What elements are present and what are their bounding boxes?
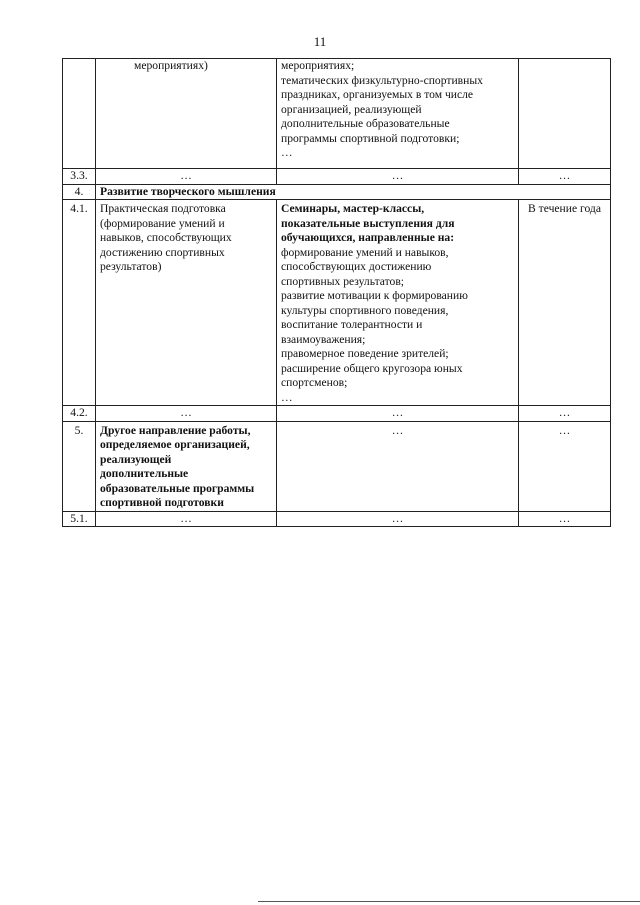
content-line: способствующих достижению bbox=[281, 260, 432, 273]
content-line: мероприятиях; bbox=[281, 59, 355, 72]
cell-content: … bbox=[277, 511, 519, 527]
cell-num bbox=[63, 59, 96, 169]
cell-name: … bbox=[96, 169, 277, 185]
content-line: программы спортивной подготовки; bbox=[281, 131, 460, 145]
name-line: реализующей bbox=[100, 452, 172, 466]
content-line: взаимоуважения; bbox=[281, 332, 366, 346]
content-line: расширение общего кругозора юных bbox=[281, 361, 463, 375]
content-line: спортсменов; bbox=[281, 376, 348, 389]
cell-num: 3.3. bbox=[63, 169, 96, 185]
table-row-4-2 bbox=[63, 406, 611, 422]
cell-name bbox=[96, 200, 277, 406]
cell-content: … bbox=[277, 169, 519, 185]
cell-name bbox=[96, 59, 277, 169]
content-line: организацией, реализующей bbox=[281, 102, 422, 116]
content-heading-line: показательные выступления для bbox=[281, 216, 455, 230]
name-line: результатов) bbox=[100, 260, 162, 273]
content-line: тематических физкультурно-спортивных bbox=[281, 73, 483, 87]
content-line: спортивных результатов; bbox=[281, 274, 405, 288]
name-line: (формирование умений и bbox=[100, 216, 225, 230]
cell-num: 5. bbox=[63, 421, 96, 511]
name-line: дополнительные bbox=[100, 467, 189, 480]
content-heading-line: Семинары, мастер-классы, bbox=[281, 202, 425, 215]
cell-num: 4.2. bbox=[63, 406, 96, 422]
cell-content bbox=[277, 59, 519, 169]
content-line: дополнительные образовательные bbox=[281, 117, 450, 130]
cell-timing: В течение года bbox=[519, 200, 611, 406]
table-row-continued bbox=[63, 59, 611, 169]
cell-timing: … bbox=[519, 511, 611, 527]
section-heading: Развитие творческого мышления bbox=[96, 184, 611, 200]
cell-name bbox=[96, 421, 277, 511]
table-row-5-1 bbox=[63, 511, 611, 527]
name-line: определяемое организацией, bbox=[100, 438, 250, 451]
cell-timing: … bbox=[519, 406, 611, 422]
content-line: … bbox=[281, 146, 293, 159]
events-table bbox=[62, 58, 611, 527]
table-row-4 bbox=[63, 184, 611, 200]
page-number: 11 bbox=[313, 34, 327, 49]
content-line: праздниках, организуемых в том числе bbox=[281, 88, 474, 101]
cell-timing bbox=[519, 59, 611, 169]
table-row-5 bbox=[63, 421, 611, 511]
table-row-4-1 bbox=[63, 200, 611, 406]
cell-timing: … bbox=[519, 169, 611, 185]
content-line: правомерное поведение зрителей; bbox=[281, 347, 449, 360]
cell-num: 5.1. bbox=[63, 511, 96, 527]
cell-num: 4. bbox=[63, 184, 96, 200]
content-heading-line: обучающихся, направленные на: bbox=[281, 231, 455, 244]
content-line: культуры спортивного поведения, bbox=[281, 303, 449, 317]
name-line: спортивной подготовки bbox=[100, 496, 224, 509]
name-line: образовательные программы bbox=[100, 481, 255, 495]
table-row-3-3 bbox=[63, 169, 611, 185]
name-line: Практическая подготовка bbox=[100, 202, 226, 215]
cell-num: 4.1. bbox=[63, 200, 96, 406]
content-line: … bbox=[281, 390, 293, 404]
cell-content: … bbox=[277, 406, 519, 422]
name-line: мероприятиях) bbox=[134, 59, 208, 72]
content-line: развитие мотивации к формированию bbox=[281, 289, 468, 302]
content-line: воспитание толерантности и bbox=[281, 318, 423, 331]
cell-content bbox=[277, 200, 519, 406]
page-bottom-rule bbox=[258, 901, 640, 902]
cell-name: … bbox=[96, 406, 277, 422]
cell-name: … bbox=[96, 511, 277, 527]
cell-content: … bbox=[277, 421, 519, 511]
cell-timing: … bbox=[519, 421, 611, 511]
name-line: достижению спортивных bbox=[100, 245, 225, 259]
name-line: Другое направление работы, bbox=[100, 423, 251, 437]
name-line: навыков, способствующих bbox=[100, 231, 232, 244]
content-line: формирование умений и навыков, bbox=[281, 245, 449, 259]
